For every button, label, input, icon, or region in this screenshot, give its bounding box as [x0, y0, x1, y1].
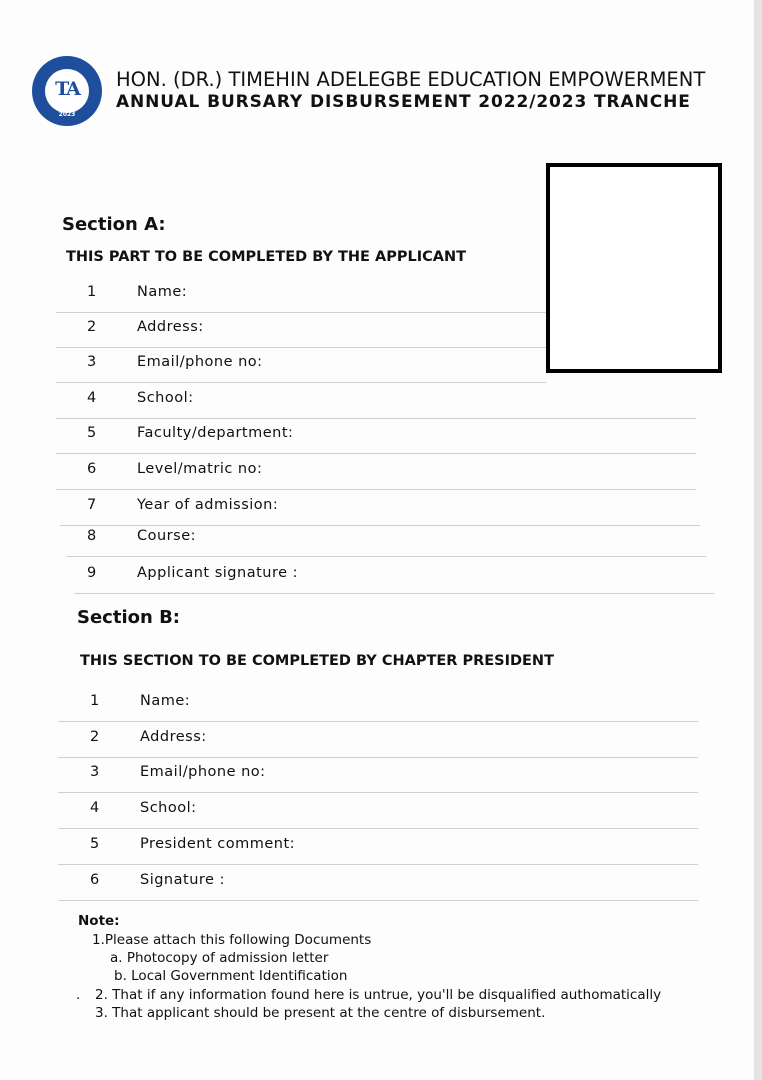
logo-monogram: TA: [55, 78, 79, 100]
document-title: HON. (DR.) TIMEHIN ADELEGBE EDUCATION EMPOWERMENT: [116, 68, 706, 91]
field-label: Signature :: [140, 872, 225, 888]
section-b-field-row[interactable]: [58, 830, 698, 865]
field-number: 3: [87, 354, 97, 370]
field-label: Name:: [137, 284, 188, 300]
field-underline: [56, 453, 696, 454]
field-number: 8: [87, 528, 97, 544]
section-a-field-row[interactable]: [56, 278, 546, 313]
note-title: Note:: [78, 913, 120, 929]
field-label: President comment:: [140, 836, 296, 852]
field-label: Level/matric no:: [137, 461, 263, 477]
field-label: Year of admission:: [137, 497, 279, 513]
section-a-field-row[interactable]: [56, 348, 546, 383]
field-number: 3: [90, 764, 100, 780]
logo-center: [45, 69, 89, 113]
section-b-field-row[interactable]: [58, 723, 698, 758]
field-underline: [56, 489, 696, 490]
field-number: 2: [90, 729, 100, 745]
field-underline: [74, 593, 714, 594]
field-underline: [58, 792, 698, 793]
field-number: 1: [90, 693, 100, 709]
field-label: Address:: [137, 319, 204, 335]
field-number: 2: [87, 319, 97, 335]
field-label: Faculty/department:: [137, 425, 294, 441]
section-b-subtitle: THIS SECTION TO BE COMPLETED BY CHAPTER PRESIDENT: [80, 653, 554, 669]
field-label: Course:: [137, 528, 197, 544]
section-b-title: Section B:: [77, 607, 180, 628]
field-number: 4: [90, 800, 100, 816]
field-number: 1: [87, 284, 97, 300]
field-number: 6: [87, 461, 97, 477]
passport-photo-box: [546, 163, 722, 373]
section-b-field-row[interactable]: [58, 866, 698, 901]
field-underline: [58, 864, 698, 865]
field-underline: [56, 382, 546, 383]
section-a-field-row[interactable]: [60, 491, 700, 526]
field-number: 5: [90, 836, 100, 852]
logo-year: 2023: [58, 111, 76, 118]
field-underline: [58, 721, 698, 722]
section-a-field-row[interactable]: [56, 313, 546, 348]
section-a-field-row[interactable]: [56, 455, 696, 490]
field-underline: [58, 828, 698, 829]
field-underline: [66, 556, 706, 557]
note-item-3: 3. That applicant should be present at the centre of disbursement.: [95, 1005, 546, 1021]
note-stray-mark: .: [76, 987, 81, 1003]
field-number: 6: [90, 872, 100, 888]
section-a-field-row[interactable]: [74, 559, 714, 594]
page-edge-shadow: [754, 0, 762, 1080]
field-underline: [58, 900, 698, 901]
field-label: Applicant signature :: [137, 565, 299, 581]
section-b-field-row[interactable]: [58, 794, 698, 829]
field-number: 4: [87, 390, 97, 406]
field-label: School:: [140, 800, 197, 816]
note-item-2: 2. That if any information found here is untrue, you'll be disqualified authomatically: [95, 987, 662, 1003]
field-label: School:: [137, 390, 194, 406]
document-subtitle: ANNUAL BURSARY DISBURSEMENT 2022/2023 TRANCHE: [116, 92, 691, 112]
note-item-1: 1.Please attach this following Documents: [92, 932, 372, 948]
field-label: Address:: [140, 729, 207, 745]
section-a-field-row[interactable]: [56, 419, 696, 454]
field-label: Email/phone no:: [140, 764, 266, 780]
note-item-1b: b. Local Government Identification: [114, 968, 348, 984]
field-label: Name:: [140, 693, 191, 709]
field-number: 5: [87, 425, 97, 441]
field-number: 7: [87, 497, 97, 513]
campaign-logo: [32, 56, 102, 126]
section-b-field-row[interactable]: [58, 687, 698, 722]
section-a-subtitle: THIS PART TO BE COMPLETED BY THE APPLICANT: [66, 249, 466, 265]
section-a-field-row[interactable]: [66, 522, 706, 557]
section-a-title: Section A:: [62, 214, 166, 235]
section-a-field-row[interactable]: [56, 384, 696, 419]
section-b-field-row[interactable]: [58, 758, 698, 793]
field-number: 9: [87, 565, 97, 581]
field-label: Email/phone no:: [137, 354, 263, 370]
note-item-1a: a. Photocopy of admission letter: [110, 950, 329, 966]
